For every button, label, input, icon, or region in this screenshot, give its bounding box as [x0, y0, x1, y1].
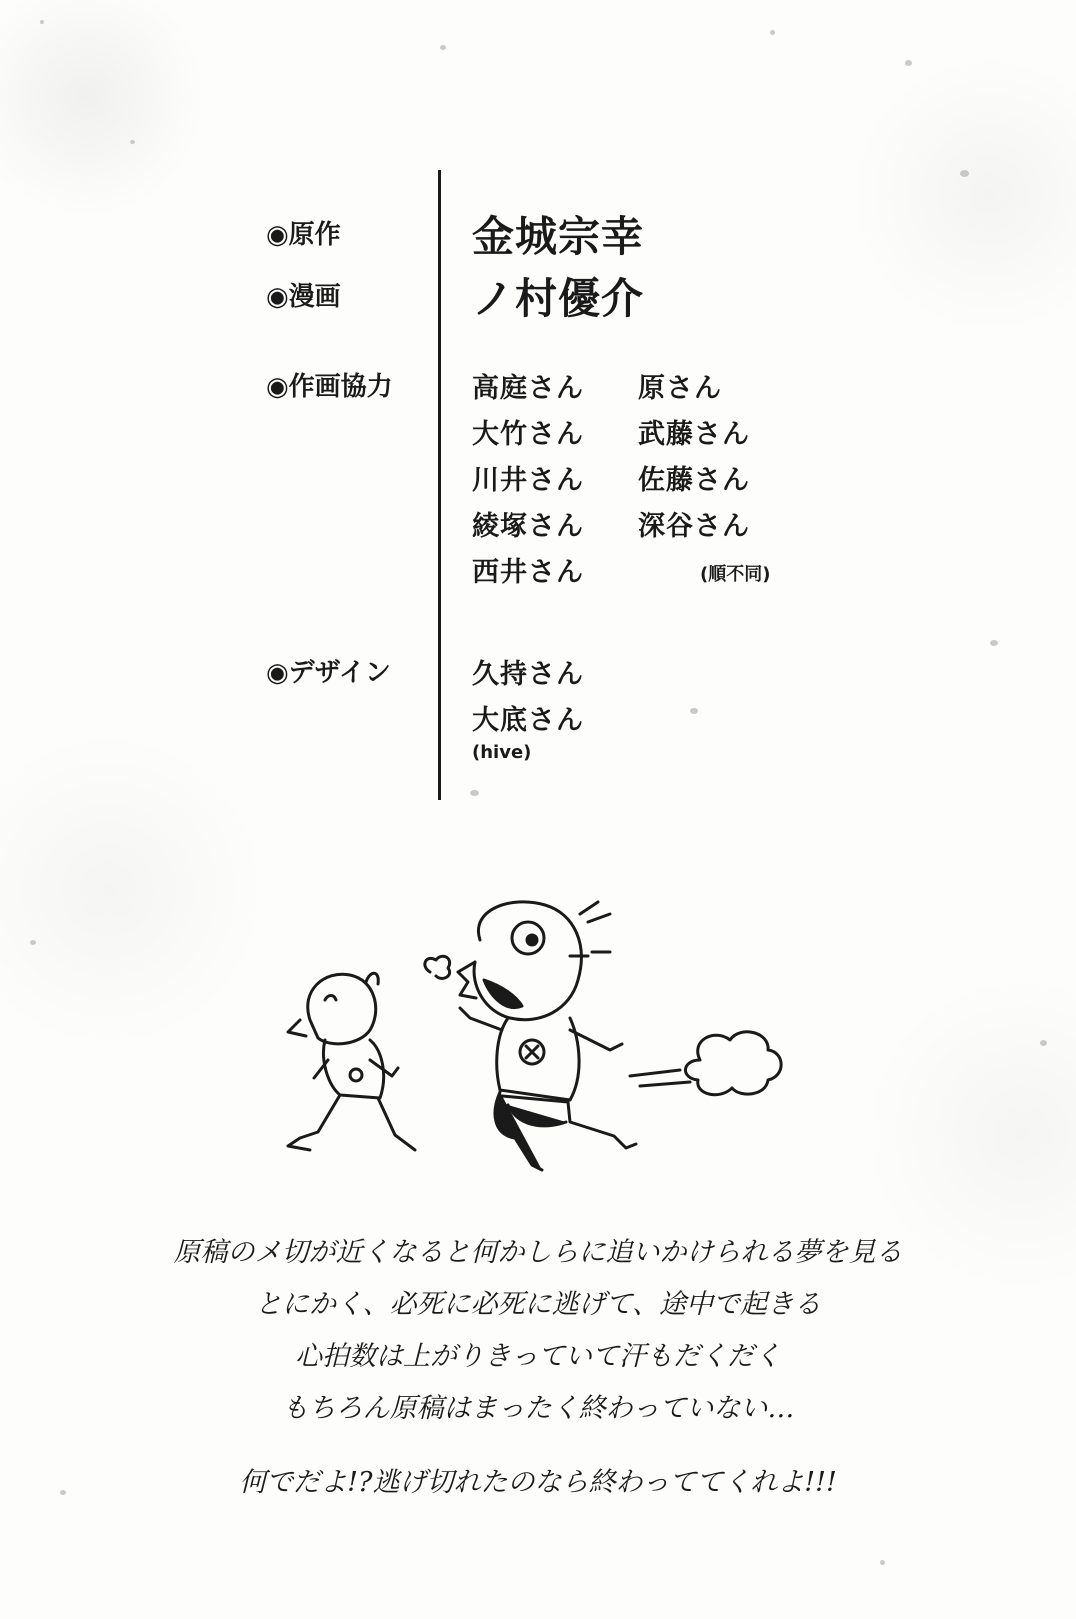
paper-speck: [130, 140, 135, 144]
assistant-name: 武藤さん: [638, 419, 750, 450]
designer-name: 大底さん: [472, 705, 584, 736]
paper-speck: [470, 790, 479, 796]
credit-label-original: ◉原作: [266, 220, 341, 250]
assistant-name: 川井さん: [472, 465, 584, 496]
assistant-name: 西井さん: [472, 557, 584, 588]
credit-label-manga: ◉漫画: [266, 282, 341, 312]
message-line: もちろん原稿はまったく終わっていない…: [281, 1393, 795, 1424]
paper-speck: [690, 708, 698, 714]
paper-speck: [440, 45, 446, 50]
paper-speck: [30, 940, 36, 945]
paper-speck: [990, 640, 998, 646]
credit-label-assist: ◉作画協力: [266, 372, 393, 402]
assistant-name: 大竹さん: [472, 419, 584, 450]
designer-name: 久持さん: [472, 659, 584, 690]
assistant-name: 原さん: [638, 373, 722, 404]
paper-speck: [770, 30, 775, 35]
assist-order-note: (順不同): [700, 564, 771, 585]
paper-speck: [1040, 1040, 1047, 1046]
design-studio-note: (hive): [472, 742, 532, 763]
credits-divider: [438, 170, 441, 800]
paper-speck: [40, 20, 44, 24]
message-line: とにかく、必死に必死に逃げて、途中で起きる: [255, 1289, 821, 1320]
credit-name-manga: ノ村優介: [472, 274, 645, 323]
paper-speck: [880, 1560, 885, 1565]
message-line: 何でだよ!?逃げ切れたのなら終わっててくれよ!!!: [239, 1467, 837, 1498]
message-line: 心拍数は上がりきっていて汗もだくだく: [295, 1341, 781, 1372]
message-line: 原稿のメ切が近くなると何かしらに追いかけられる夢を見る: [173, 1237, 903, 1268]
paper-speck: [905, 60, 912, 66]
credit-label-design: ◉デザイン: [266, 658, 391, 688]
assistant-name: 高庭さん: [472, 373, 584, 404]
credit-name-original: 金城宗幸: [472, 212, 645, 261]
running-characters-illustration: [270, 900, 810, 1220]
assistant-name: 深谷さん: [638, 511, 750, 542]
assistant-name: 綾塚さん: [472, 511, 584, 542]
assistant-name: 佐藤さん: [638, 465, 750, 496]
paper-speck: [960, 170, 969, 177]
